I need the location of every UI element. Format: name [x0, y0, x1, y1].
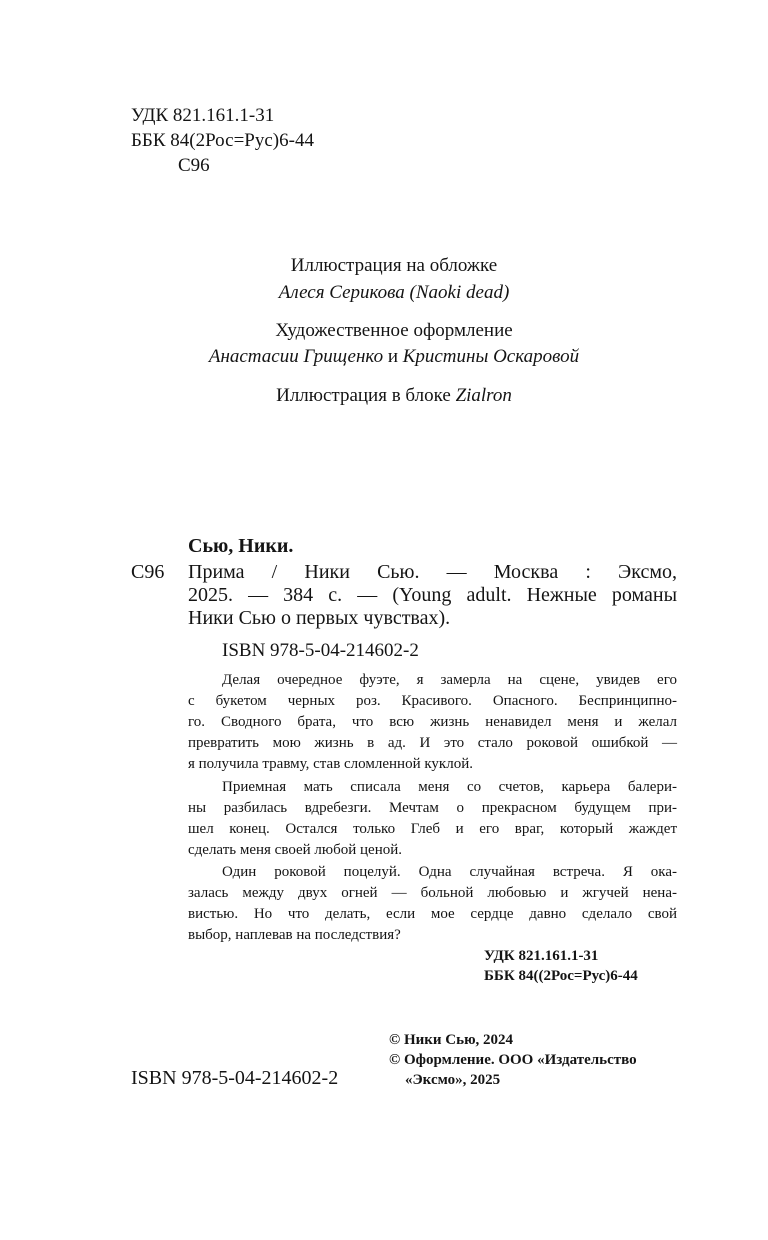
author-mark: С96	[178, 155, 210, 176]
annotation-line: го. Сводного брата, что всю жизнь ненавидел меня и желал	[188, 714, 677, 730]
block-illustration-artist: Zialron	[455, 385, 512, 406]
annotation-line: с букетом черных роз. Красивого. Опасного. Беспринципно-	[188, 693, 677, 709]
copyright-design-2: «Эксмо», 2025	[405, 1072, 501, 1088]
annotation-line: ны разбилась вдребезги. Мечтам о прекрасном будущем при-	[188, 800, 677, 816]
bbk-code-repeat: ББК 84((2Рос=Рус)6-44	[484, 968, 638, 984]
annotation-line: шел конец. Остался только Глеб и его враг, который жаждет	[188, 821, 677, 837]
annotation-line: Делая очередное фуэте, я замерла на сцене, увидев его	[222, 672, 677, 688]
bbk-code: ББК 84(2Рос=Рус)6-44	[131, 130, 314, 151]
catalog-line-1: Прима / Ники Сью. — Москва : Эксмо,	[188, 561, 677, 583]
design-label: Художественное оформление	[275, 320, 513, 341]
design-and: и	[387, 346, 398, 367]
catalog-isbn: ISBN 978-5-04-214602-2	[222, 640, 419, 661]
annotation-line: Приемная мать списала меня со счетов, карьера балери-	[222, 779, 677, 795]
design-artists	[0, 346, 768, 368]
copyright-design-1: © Оформление. ООО «Издательство	[389, 1052, 637, 1068]
annotation-line: залась между двух огней — больной любовью и жгучей нена-	[188, 885, 677, 901]
catalog-line-3: Ники Сью о первых чувствах).	[188, 607, 451, 629]
annotation-line: сделать меня своей любой ценой.	[188, 842, 403, 858]
design-artist-1: Анастасии Грищенко	[208, 346, 384, 367]
design-artist-2: Кристины Оскаровой	[402, 346, 580, 367]
annotation-line: выбор, наплевав на последствия?	[188, 927, 401, 943]
footer-isbn: ISBN 978-5-04-214602-2	[131, 1067, 339, 1089]
copyright-author: © Ники Сью, 2024	[389, 1032, 514, 1048]
annotation-line: Один роковой поцелуй. Одна случайная встреча. Я ока-	[222, 864, 677, 880]
annotation-line: я получила травму, став сломленной куклой.	[188, 756, 473, 772]
annotation-line: вистью. Но что делать, если мое сердце давно сделало свой	[188, 906, 677, 922]
block-illustration	[0, 385, 768, 407]
annotation-line: превратить мою жизнь в ад. И это стало роковой ошибкой —	[188, 735, 677, 751]
catalog-author: Сью, Ники.	[188, 535, 294, 557]
udk-code-repeat: УДК 821.161.1-31	[484, 948, 599, 964]
block-illustration-label: Иллюстрация в блоке	[276, 385, 451, 406]
udk-code: УДК 821.161.1-31	[131, 105, 275, 126]
catalog-line-2: 2025. — 384 с. — (Young adult. Нежные романы	[188, 584, 677, 606]
cover-illustration-artist: Алеся Серикова (Naoki dead)	[278, 282, 510, 303]
catalog-mark: С96	[131, 561, 165, 583]
cover-illustration-label: Иллюстрация на обложке	[290, 255, 498, 276]
